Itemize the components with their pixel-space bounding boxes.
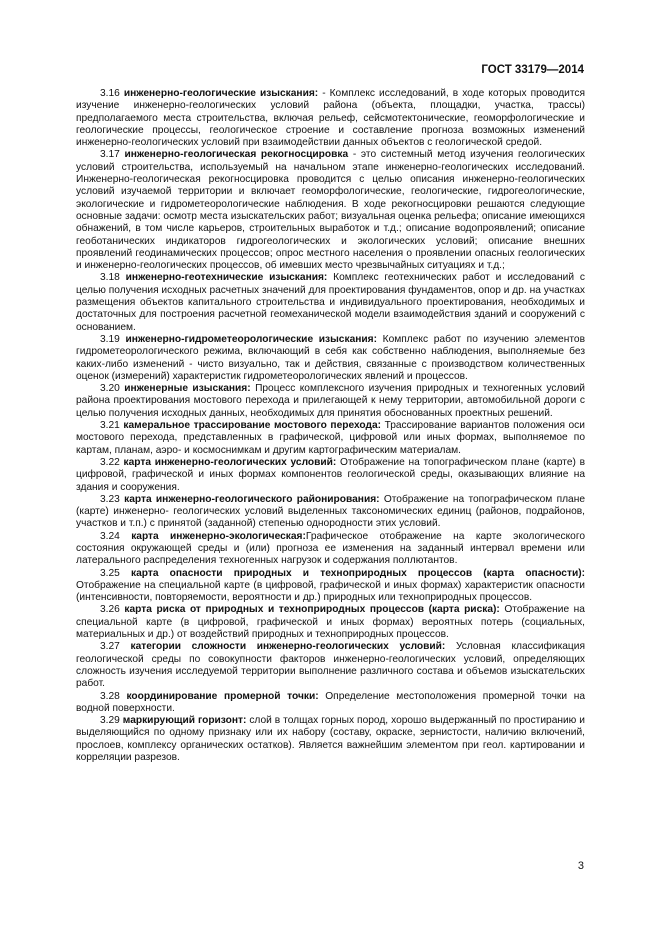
entry-definition: Отображение на специальной карте (в цифровой, графической и иных формах) характеристик опасности (интенсивности, повторяемости, вероятности и др.) природных или техноприродных процессов. <box>76 579 585 604</box>
definition-entry <box>76 568 585 605</box>
definition-entry <box>76 383 585 420</box>
entry-number: 3.27 <box>100 641 120 653</box>
definition-entry <box>76 457 585 494</box>
entry-number: 3.16 <box>100 88 120 99</box>
entry-definition: Графическое отображение на карте экологического состояния окружающей среды и (или) прогноза ее изменения на заданный интервал времени или латерального распределения техногенных нагрузок и содержания поллютантов. <box>76 530 585 567</box>
definition-entry <box>76 334 585 383</box>
definition-entry <box>76 715 585 764</box>
entry-term: инженерно-геологическая рекогносцировка <box>124 149 349 161</box>
standard-header: ГОСТ 33179—2014 <box>481 64 584 76</box>
definition-entry <box>76 420 585 457</box>
entry-number: 3.20 <box>100 383 120 395</box>
entry-term: карта опасности природных и техноприродных процессов (карта опасности): <box>131 567 585 579</box>
entry-definition: - Комплекс исследований, в ходе которых проводится изучение инженерно-геологических условий района (объекта, площадки, участка, трассы) предполагаемого места строительства, включая рельеф, сейсмотектонические, геоморфологические и геологические процессы, геологическое строение и составление прогноза возможных изменений инженерно-геологических условий при взаимодействии данных объектов с геологической средой. <box>76 88 585 149</box>
entry-term: инженерно-гидрометеорологические изыскания: <box>125 333 377 345</box>
definition-entry <box>76 691 585 716</box>
page-number: 3 <box>577 860 584 872</box>
entry-definition: Отображение на топографическом плане (карте) инженерно- геологических условий выделенных таксономических единиц (районов, подрайонов, участков и т.п.) с принятой (заданной) степенью однородности этих условий. <box>76 493 585 530</box>
entry-definition: Комплекс геотехнических работ и исследований с целью получения исходных расчетных значений для проектирования фундаментов, опор и др. на участках размещения объектов капитального строительства и индивидуального проектирования, необходимых и достаточных для построения расчетной геомеханической модели взаимодействия зданий и сооружений с основанием. <box>76 272 585 333</box>
entry-number: 3.19 <box>100 333 120 345</box>
entry-definition: слой в толщах горных пород, хорошо выдержанный по простиранию и выделяющийся по одному признаку или их набору (составу, окраске, зернистости, наличию включений, прослоев, комплексу органических остатков). Является важнейшим элементом при геол. картировании и корреляции разрезов. <box>76 715 585 764</box>
entry-term: карта инженерно-экологическая: <box>131 530 306 542</box>
entry-term: инженерно-геотехнические изыскания: <box>125 272 328 284</box>
entry-term: маркирующий горизонт: <box>122 715 247 727</box>
document-body <box>76 88 585 764</box>
entry-term: координирование промерной точки: <box>126 690 319 702</box>
entry-definition: Процесс комплексного изучения природных и техногенных условий района проектирования мостового перехода и прилегающей к нему территории, автомобильной дороги с целью получения исходных данных, необходимых для принятия обоснованных проектных решений. <box>76 383 585 419</box>
entry-number: 3.25 <box>100 567 120 579</box>
entry-definition: Комплекс работ по изучению элементов гидрометеорологического режима, включающий в себя как собственно наблюдения, выполняемые без каких-либо изменений - чисто визуально, так и действия, связанные с производством количественных оценок (измерений) характеристик гидрометеорологических явлений и процессов. <box>76 333 585 382</box>
entry-number: 3.29 <box>100 715 120 727</box>
entry-term: карта инженерно-геологического районирования: <box>124 493 380 505</box>
definition-entry <box>76 641 585 690</box>
entry-term: карта инженерно-геологических условий: <box>123 456 337 468</box>
entry-definition: - это системный метод изучения геологических условий строительства, используемый на начальном этапе инженерно-геологических исследований. Инженерно-геологическая рекогносцировка проводится с целью описания инженерно-геологических условий изучаемой территории и включает геоморфологические, геологические, гидрогеологические, экологические и гидрометеорологические наблюдения. В ходе рекогносцировки решаются следующие основные задачи: осмотр места изыскательских работ; визуальная оценка рельефа; описание имеющихся обнажений, в том числе карьеров, строительных выработок и т.д.; описание водопроявлений; описание геоботанических индикаторов гидрогеологических и экологических условий; описание внешних проявлений геодинамических процессов; опрос местного населения о проявлении опасных геологических и инженерно-геологических процессов, об имевших место чрезвычайных ситуациях и т.д.; <box>76 149 585 272</box>
entry-number: 3.18 <box>100 272 120 284</box>
entry-number: 3.17 <box>100 149 120 161</box>
entry-number: 3.28 <box>100 690 120 702</box>
entry-number: 3.23 <box>100 493 120 505</box>
entry-term: инженерно-геологические изыскания: <box>123 88 319 99</box>
definition-entry <box>76 494 585 531</box>
entry-term: камеральное трассирование мостового перехода: <box>123 420 382 432</box>
entry-definition: Условная классификация геологической среды по совокупности факторов инженерно-геологических условий, определяющих сложность изучения исследуемой территории выполнение различного состава и объемов изыскательских работ. <box>76 641 585 690</box>
definition-entry <box>76 272 585 333</box>
definition-entry <box>76 531 585 568</box>
definition-entry <box>76 149 585 272</box>
entry-term: категории сложности инженерно-геологических условий: <box>130 641 446 653</box>
entry-definition: Отображение на топографическом плане (карте) в цифровой, графической и иных формах компонентов геологической среды, оказывающих влияние на здания и сооружения. <box>76 456 585 493</box>
entry-definition: Трассирование вариантов положения оси мостового перехода, представленных в графической, цифровой или иных формах, выполняемое по картам, планам, аэро- и космоснимкам и другим картографическим материалам. <box>76 420 585 456</box>
entry-number: 3.21 <box>100 420 120 432</box>
entry-definition: Определение местоположения промерной точки на водной поверхности. <box>76 690 585 714</box>
entry-number: 3.24 <box>100 530 120 542</box>
definition-entry <box>76 88 585 149</box>
entry-term: карта риска от природных и техноприродных процессов (карта риска): <box>124 604 500 616</box>
entry-number: 3.26 <box>100 604 120 616</box>
entry-number: 3.22 <box>100 456 120 468</box>
entry-term: инженерные изыскания: <box>124 383 251 395</box>
definition-entry <box>76 604 585 641</box>
entry-definition: Отображение на специальной карте (в цифровой, графической и иных формах) вероятных потерь (социальных, материальных и др.) от воздействий природных и техноприродных процессов. <box>76 604 585 641</box>
